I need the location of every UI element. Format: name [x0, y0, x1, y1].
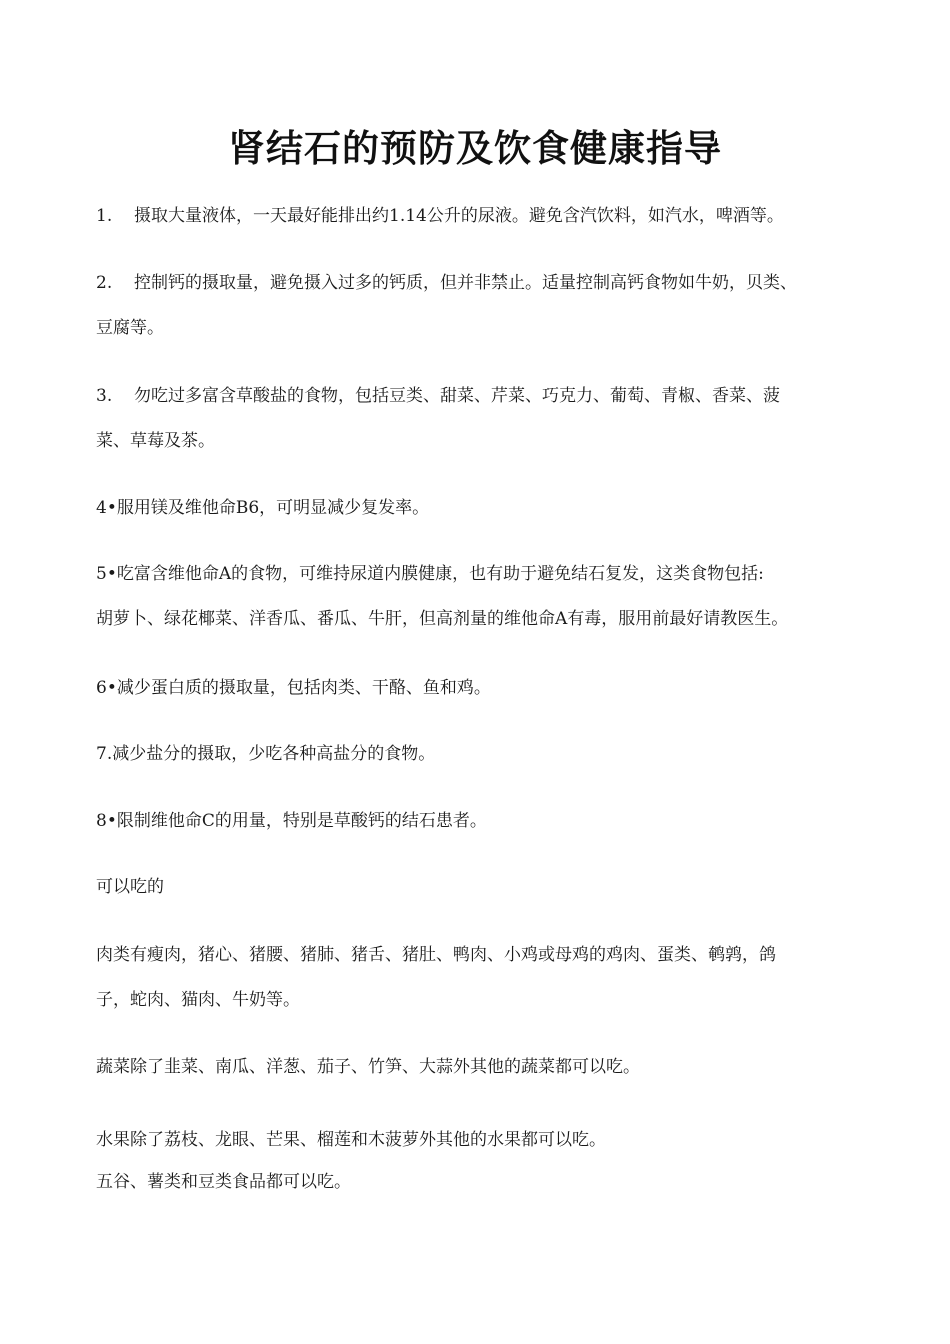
section-heading: 可以吃的 [96, 877, 164, 897]
meat-text-line2: 子，蛇肉、猫肉、牛奶等。 [96, 990, 300, 1010]
list-item-1 [96, 194, 886, 239]
list-item-8 [96, 799, 886, 844]
list-item-7 [96, 732, 886, 777]
item-text-line2: 豆腐等。 [96, 318, 164, 338]
list-item-2 [96, 261, 886, 351]
edible-fruits: 水果除了荔枝、龙眼、芒果、榴莲和木菠萝外其他的水果都可以吃。 [96, 1130, 606, 1150]
item-number: 3. [96, 386, 113, 406]
item-text: 4•服用镁及维他命B6，可明显减少复发率。 [96, 498, 430, 518]
edible-vegetables: 蔬菜除了韭菜、南瓜、洋葱、茄子、竹笋、大蒜外其他的蔬菜都可以吃。 [96, 1057, 640, 1077]
item-text: 摄取大量液体，一天最好能排出约1.14公升的尿液。避免含汽饮料，如汽水，啤酒等。 [134, 206, 784, 226]
item-text: 7.减少盐分的摄取，少吃各种高盐分的食物。 [96, 744, 436, 764]
item-number: 2. [96, 273, 113, 293]
meat-text-line1: 肉类有瘦肉，猪心、猪腰、猪肺、猪舌、猪肚、鸭肉、小鸡或母鸡的鸡肉、蛋类、鹌鹑，鸽 [96, 945, 776, 965]
edible-meat [96, 933, 886, 1023]
item-text: 6•减少蛋白质的摄取量，包括肉类、干酪、鱼和鸡。 [96, 678, 491, 698]
item-text-line1: 勿吃过多富含草酸盐的食物，包括豆类、甜菜、芹菜、巧克力、葡萄、青椒、香菜、菠 [134, 386, 780, 406]
list-item-6 [96, 666, 886, 711]
list-item-5 [96, 552, 886, 642]
list-item-4 [96, 486, 886, 531]
item-text-line2: 胡萝卜、绿花椰菜、洋香瓜、番瓜、牛肝，但高剂量的维他命A有毒，服用前最好请教医生。 [96, 609, 789, 629]
item-text-line1: 5•吃富含维他命A的食物，可维持尿道内膜健康，也有助于避免结石复发，这类食物包括: [96, 564, 764, 584]
item-number: 1. [96, 206, 113, 226]
page-title: 肾结石的预防及饮食健康指导 [228, 127, 722, 170]
list-item-3 [96, 374, 886, 464]
item-text: 8•限制维他命C的用量，特别是草酸钙的结石患者。 [96, 811, 487, 831]
item-text-line1: 控制钙的摄取量，避免摄入过多的钙质，但并非禁止。适量控制高钙食物如牛奶，贝类、 [134, 273, 797, 293]
edible-grains: 五谷、薯类和豆类食品都可以吃。 [96, 1172, 351, 1192]
item-text-line2: 菜、草莓及茶。 [96, 431, 215, 451]
